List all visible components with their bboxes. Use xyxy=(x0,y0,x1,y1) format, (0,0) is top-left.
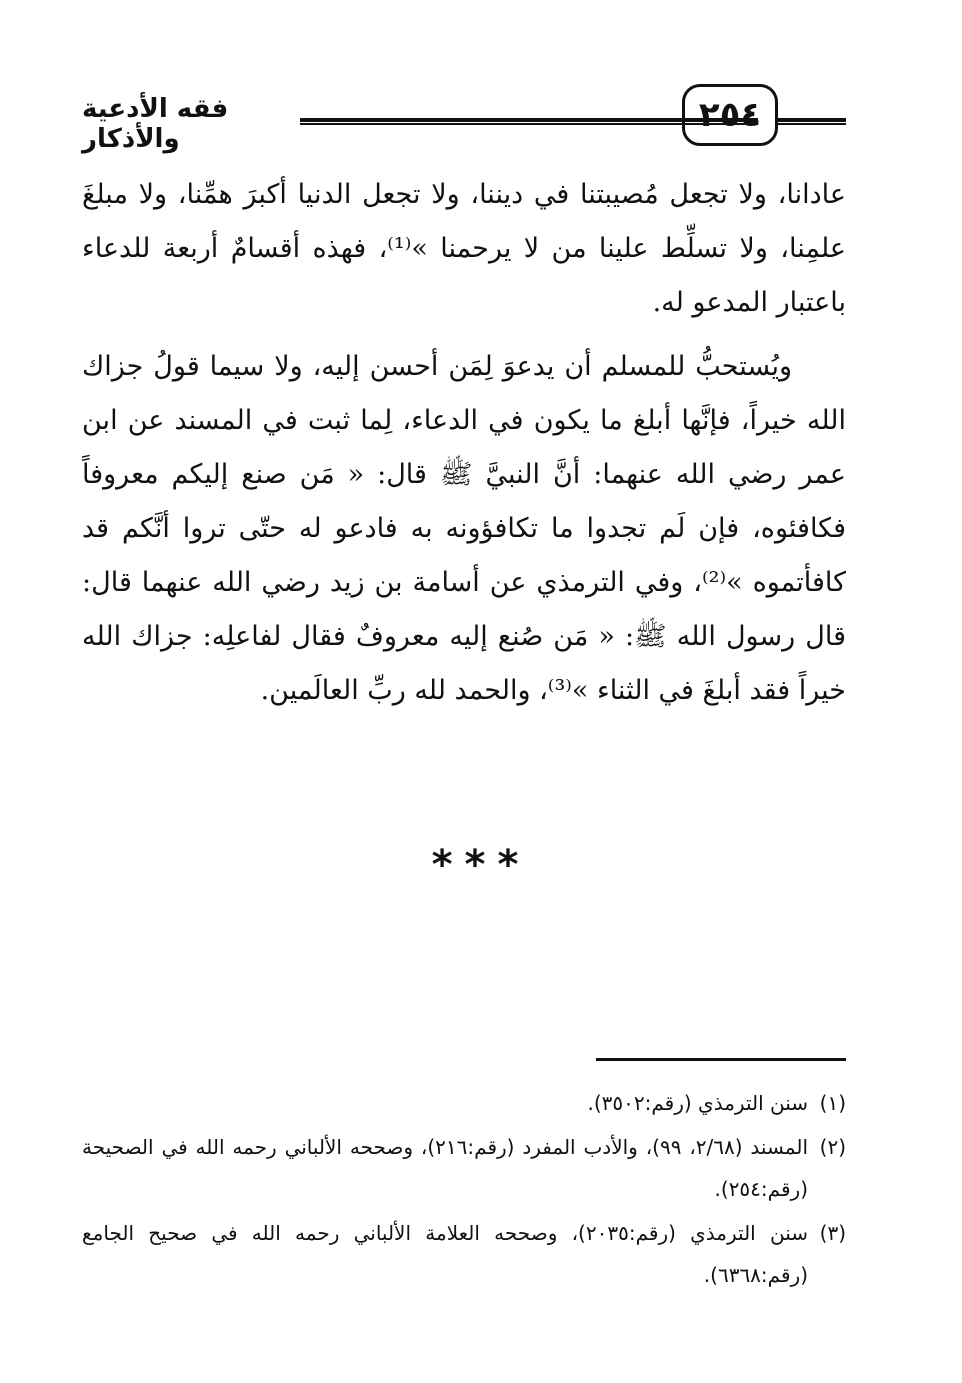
page-header xyxy=(82,82,846,158)
footnote-number: (٢) xyxy=(819,1135,847,1159)
footnotes xyxy=(82,1082,846,1298)
footnote-text: سنن الترمذي (رقم:٣٥٠٢). xyxy=(587,1091,808,1115)
paragraph-1: عادانا، ولا تجعل مُصيبتنا في ديننا، ولا تجعل الدنيا أكبرَ همِّنا، ولا مبلغَ علمِنا، ولا تسلِّط علينا من لا يرحمنا »⁽¹⁾، فهذه أقسامٌ أربعة للدعاء باعتبار المدعو له. xyxy=(82,179,846,318)
footnote-text: المسند (٢/٦٨، ٩٩)، والأدب المفرد (رقم:٢١٦)، وصححه الألباني رحمه الله في الصحيحة (رقم:٢٥٤). xyxy=(82,1135,809,1201)
footnote-divider xyxy=(596,1058,846,1061)
footnote-number: (٣) xyxy=(819,1221,846,1245)
header-rule-right xyxy=(776,118,846,125)
footnote-number: (١) xyxy=(819,1091,846,1115)
book-title: فقه الأدعية والأذكار xyxy=(82,94,229,154)
main-text xyxy=(82,168,846,718)
paragraph-2: ويُستحبُّ للمسلم أن يدعوَ لِمَن أحسن إليه، ولا سيما قولُ جزاك الله خيراً، فإنَّها أبلغ ما يكون في الدعاء، لِما ثبت في المسند عن ابن عمر رضي الله عنهما: أنَّ النبيَّ ﷺ قال: « مَن صنع إليكم معروفاً فكافئوه، فإن لَم تجدوا ما تكافؤونه به فادعو له حتّى تروا أنَّكم قد كافأتموه »⁽²⁾، وفي الترمذي عن أسامة بن زيد رضي الله عنهما قال: قال رسول الله ﷺ: « مَن صُنع إليه معروفٌ فقال لفاعلِه: جزاك الله خيراً فقد أبلغَ في الثناء »⁽³⁾، والحمد لله ربِّ العالَمين. xyxy=(82,351,847,706)
section-separator: *** xyxy=(431,842,531,888)
footnote-1 xyxy=(82,1082,846,1124)
footnote-3 xyxy=(82,1212,846,1296)
footnote-text: سنن الترمذي (رقم:٢٠٣٥)، وصححه العلامة الألباني رحمه الله في صحيح الجامع (رقم:٦٣٦٨). xyxy=(82,1221,808,1287)
page-number: ٢٥٤ xyxy=(682,84,778,146)
footnote-2 xyxy=(82,1126,846,1210)
